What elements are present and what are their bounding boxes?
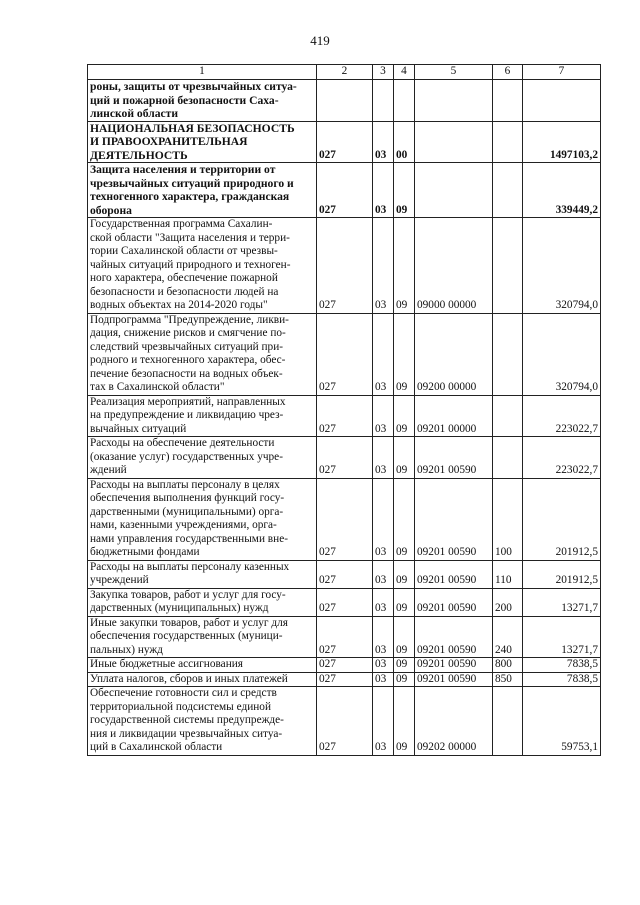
row-target-article: 09201 00590 (415, 658, 493, 673)
row-name: Иные бюджетные ассигнования (88, 658, 317, 673)
row-subsection-code: 09 (394, 672, 415, 687)
table-body (88, 80, 601, 756)
row-name: Защита населения и территории от чрезвычайных ситуаций природного и техногенного характера, гражданская оборона (88, 163, 317, 218)
row-section-code: 03 (373, 395, 394, 437)
row-subsection-code: 09 (394, 687, 415, 756)
row-target-article: 09201 00000 (415, 395, 493, 437)
table-row (88, 218, 601, 314)
row-subsection-code: 09 (394, 313, 415, 395)
row-expense-type (493, 687, 523, 756)
row-amount: 223022,7 (523, 437, 601, 479)
table-row (88, 478, 601, 560)
table-row (88, 80, 601, 122)
row-ministry-code: 027 (317, 163, 373, 218)
row-expense-type (493, 218, 523, 314)
row-amount: 201912,5 (523, 560, 601, 588)
row-section-code: 03 (373, 672, 394, 687)
row-amount: 59753,1 (523, 687, 601, 756)
table-row (88, 121, 601, 163)
row-subsection-code: 09 (394, 616, 415, 658)
row-section-code: 03 (373, 560, 394, 588)
row-amount: 13271,7 (523, 588, 601, 616)
row-section-code: 03 (373, 163, 394, 218)
row-expense-type (493, 121, 523, 163)
row-amount: 7838,5 (523, 658, 601, 673)
table-row (88, 560, 601, 588)
row-section-code: 03 (373, 313, 394, 395)
row-expense-type (493, 437, 523, 479)
table-row (88, 687, 601, 756)
row-expense-type: 110 (493, 560, 523, 588)
row-name: Обеспечение готовности сил и средств территориальной подсистемы единой государственной системы предупрежде- ния и ликвидации чрезвычайных ситуа- ций в Сахалинской области (88, 687, 317, 756)
row-amount: 320794,0 (523, 313, 601, 395)
row-ministry-code: 027 (317, 121, 373, 163)
row-target-article: 09200 00000 (415, 313, 493, 395)
row-name: Подпрограмма "Предупреждение, ликви- дация, снижение рисков и смягчение по- следствий чрезвычайных ситуаций при- родного и техногенного характера, обес- печение безопасности на водных объек- тах в Сахалинской области" (88, 313, 317, 395)
row-subsection-code: 09 (394, 588, 415, 616)
row-name: Уплата налогов, сборов и иных платежей (88, 672, 317, 687)
col-header-5: 5 (415, 65, 493, 80)
row-target-article: 09201 00590 (415, 588, 493, 616)
col-header-2: 2 (317, 65, 373, 80)
row-ministry-code (317, 80, 373, 122)
row-target-article: 09202 00000 (415, 687, 493, 756)
row-subsection-code: 09 (394, 218, 415, 314)
row-subsection-code (394, 80, 415, 122)
row-amount: 13271,7 (523, 616, 601, 658)
row-name: Государственная программа Сахалин- ской области "Защита населения и терри- тории Сахалинской области от чрезвы- чайных ситуаций природного и техноген- ного характера, обеспечение пожарной безопасности и безопасности людей на водных объектах на 2014-2020 годы" (88, 218, 317, 314)
row-section-code: 03 (373, 121, 394, 163)
row-target-article (415, 80, 493, 122)
table-row (88, 658, 601, 673)
row-subsection-code: 09 (394, 560, 415, 588)
row-expense-type: 850 (493, 672, 523, 687)
table-row (88, 616, 601, 658)
page-number: 419 (310, 33, 330, 48)
table-row (88, 163, 601, 218)
row-ministry-code: 027 (317, 560, 373, 588)
row-amount (523, 80, 601, 122)
row-section-code (373, 80, 394, 122)
row-target-article: 09201 00590 (415, 478, 493, 560)
col-header-4: 4 (394, 65, 415, 80)
col-header-7: 7 (523, 65, 601, 80)
row-ministry-code: 027 (317, 616, 373, 658)
row-amount: 1497103,2 (523, 121, 601, 163)
row-expense-type (493, 80, 523, 122)
row-section-code: 03 (373, 616, 394, 658)
row-ministry-code: 027 (317, 687, 373, 756)
row-target-article: 09201 00590 (415, 437, 493, 479)
row-target-article (415, 163, 493, 218)
row-amount: 201912,5 (523, 478, 601, 560)
row-ministry-code: 027 (317, 395, 373, 437)
row-expense-type: 100 (493, 478, 523, 560)
row-expense-type: 240 (493, 616, 523, 658)
col-header-6: 6 (493, 65, 523, 80)
row-ministry-code: 027 (317, 313, 373, 395)
row-subsection-code: 09 (394, 437, 415, 479)
row-expense-type: 800 (493, 658, 523, 673)
row-expense-type (493, 395, 523, 437)
row-amount: 7838,5 (523, 672, 601, 687)
table-row (88, 395, 601, 437)
row-ministry-code: 027 (317, 588, 373, 616)
table-row (88, 313, 601, 395)
row-target-article: 09201 00590 (415, 672, 493, 687)
budget-table (87, 64, 601, 756)
row-subsection-code: 09 (394, 395, 415, 437)
row-target-article (415, 121, 493, 163)
row-section-code: 03 (373, 478, 394, 560)
row-ministry-code: 027 (317, 658, 373, 673)
row-amount: 320794,0 (523, 218, 601, 314)
row-subsection-code: 09 (394, 658, 415, 673)
col-header-1: 1 (88, 65, 317, 80)
row-ministry-code: 027 (317, 437, 373, 479)
row-target-article: 09000 00000 (415, 218, 493, 314)
col-header-3: 3 (373, 65, 394, 80)
row-expense-type: 200 (493, 588, 523, 616)
row-section-code: 03 (373, 588, 394, 616)
row-subsection-code: 09 (394, 163, 415, 218)
row-name: Расходы на обеспечение деятельности (оказание услуг) государственных учре- ждений (88, 437, 317, 479)
row-name: Реализация мероприятий, направленных на предупреждение и ликвидацию чрез- вычайных ситуаций (88, 395, 317, 437)
row-expense-type (493, 163, 523, 218)
row-ministry-code: 027 (317, 478, 373, 560)
table-row (88, 672, 601, 687)
row-expense-type (493, 313, 523, 395)
table-row (88, 588, 601, 616)
table-row (88, 437, 601, 479)
row-target-article: 09201 00590 (415, 560, 493, 588)
row-ministry-code: 027 (317, 218, 373, 314)
row-section-code: 03 (373, 658, 394, 673)
row-name: роны, защиты от чрезвычайных ситуа- ций и пожарной безопасности Саха- линской области (88, 80, 317, 122)
row-amount: 223022,7 (523, 395, 601, 437)
row-target-article: 09201 00590 (415, 616, 493, 658)
row-name: НАЦИОНАЛЬНАЯ БЕЗОПАСНОСТЬ И ПРАВООХРАНИТЕЛЬНАЯ ДЕЯТЕЛЬНОСТЬ (88, 121, 317, 163)
header-row (88, 65, 601, 80)
row-name: Расходы на выплаты персоналу казенных учреждений (88, 560, 317, 588)
row-subsection-code: 00 (394, 121, 415, 163)
row-name: Расходы на выплаты персоналу в целях обеспечения выполнения функций госу- дарственными (муниципальными) орга- нами, казенными учреждениями, орга- нами управления государственными вне- бюджетными фондами (88, 478, 317, 560)
row-section-code: 03 (373, 218, 394, 314)
row-section-code: 03 (373, 687, 394, 756)
row-subsection-code: 09 (394, 478, 415, 560)
row-amount: 339449,2 (523, 163, 601, 218)
row-name: Иные закупки товаров, работ и услуг для обеспечения государственных (муници- пальных) нужд (88, 616, 317, 658)
row-section-code: 03 (373, 437, 394, 479)
row-name: Закупка товаров, работ и услуг для госу- дарственных (муниципальных) нужд (88, 588, 317, 616)
row-ministry-code: 027 (317, 672, 373, 687)
